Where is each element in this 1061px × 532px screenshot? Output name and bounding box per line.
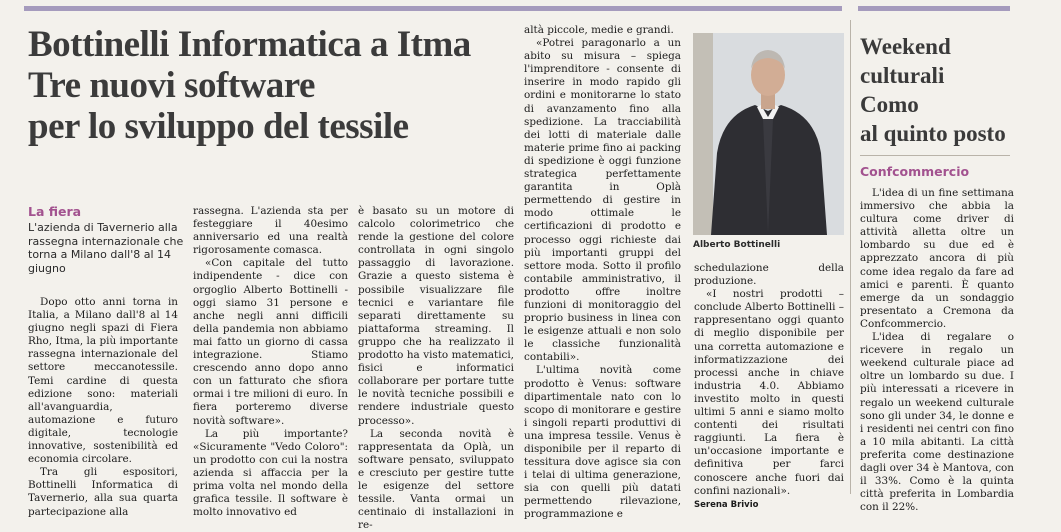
article-column-1 [28,296,178,519]
photo-caption: Alberto Bottinelli [693,240,781,250]
top-rule-side [858,6,1010,11]
top-rule-main [24,6,842,11]
paragraph: rassegna. L'azienda sta per festeggiare il 40esimo anniversario ed una realtà rigorosamente comasca. [193,205,348,257]
side-headline-line: Weekend [860,34,951,59]
paragraph: L'idea di un fine settimana immersivo che abbia la cultura come driver di attività alletta oltre un lombardo su due ed è apprezzato ancora di più come idea regalo da fare ad amici e parenti. È quanto emerge da un sondaggio presentato a Cremona da Confcommercio. [860,187,1014,330]
main-kicker: La fiera [28,204,82,219]
portrait-illustration [693,33,844,235]
paragraph: L'idea di regalare o ricevere in regalo un weekend culturale piace ad oltre un lombardo su due. I più interessati a ricevere in regalo un weekend culturale sono gli under 34, le donne e i residenti nei centri con fino a 10 mila abitanti. La città preferita come destinazione dagli over 34 è Mantova, con il 33%. Como è la quinta città preferita in Lombardia con il 22%. [860,331,1014,514]
side-kicker: Confcommercio [860,164,970,179]
side-headline-line: al quinto posto [860,121,1006,146]
headline-line: per lo sviluppo del tessile [28,106,409,147]
portrait-photo [693,33,844,235]
headline-line: Tre nuovi software [28,65,315,106]
article-column-3 [358,205,514,532]
article-column-4 [524,24,681,522]
paragraph: «Potrei paragonarlo a un abito su misura – spiega l'imprenditore - consente di inserire in modo rapido gli ordini e monitorarne lo stato di avanzamento fino alla spedizione. La tracciabilità dei lotti di materiale dalle materie prime fino ai packing di spedizione è oggi funzione strategica perfettamente garantita in Oplà permettendo di gestire in modo ottimale le certificazioni di prodotto e processo oggi richieste dai più importanti gruppi del settore moda. Sotto il profilo contabile amministrativo, il prodotto offre inoltre funzioni di monitoraggio del proprio business in linea con le esigenze attuali e non solo le classiche funzionalità contabili». [524,37,681,364]
headline-line: Bottinelli Informatica a Itma [28,24,471,65]
paragraph: La seconda novità è rappresentata da Oplà, un software pensato, sviluppato e cresciuto per gestire tutte le esigenze del settore tessile. Vanta ormai un centinaio di installazioni in re- [358,427,514,532]
column-divider [850,20,851,494]
side-headline [860,32,1030,148]
paragraph: Tra gli espositori, Bottinelli Informatica di Tavernerio, alla sua quarta partecipazione alla [28,466,178,518]
side-divider [860,155,1010,156]
paragraph: L'ultima novità come prodotto è Venus: software dipartimentale nato con lo scopo di monitorare e gestire i singoli reparti produttivi di una impresa tessile. Venus è disponibile per il reparto di tessitura dove agisce sia con i telai di ultima generazione, sia con quelli più datati permettendo rilevazione, programmazione e [524,364,681,521]
paragraph: altà piccole, medie e grandi. [524,24,674,36]
side-headline-line: culturali [860,63,945,88]
paragraph: «Con capitale del tutto indipendente - dice con orgoglio Alberto Bottinelli - oggi siamo 31 persone e anche negli anni difficili della pandemia non abbiamo mai fatto un giorno di cassa integrazione. Stiamo crescendo anno dopo anno con un fatturato che sfiora ormai i tre milioni di euro. In fiera porteremo diverse novità software». [193,257,348,427]
paragraph: è basato su un motore di calcolo colorimetrico che rende la gestione del colore controllata in ogni singolo passaggio di lavorazione. Grazie a questo sistema è possibile visualizzare file tecnici e variantare file separati direttamente su piattaforma streaming. Il gruppo che ha realizzato il prodotto ha visto matematici, fisici e informatici collaborare per portare tutte le novità tecniche possibili e rendere industriale questo processo». [358,205,514,427]
paragraph: La più importante? «Sicuramente "Vedo Coloro": un prodotto con cui la nostra azienda si affaccia per la prima volta nel mondo della grafica tessile. Il software è molto innovativo ed [193,427,348,519]
paragraph: «I nostri prodotti – conclude Alberto Bottinelli – rappresentano oggi quanto di meglio disponibile per una corretta automazione e informatizzazione dei processi anche in chiave industria 4.0. Abbiamo investito molto in questi ultimi 5 anni e siamo molto contenti dei risultati raggiunti. La fiera è un'occasione importante e definitiva per farci conoscere anche fuori dai confini nazionali». [694,288,844,497]
paragraph: schedulazione della produzione. [694,262,844,288]
paragraph: Dopo otto anni torna in Italia, a Milano dall'8 al 14 giugno negli spazi di Fiera Rho, Itma, la più importante rassegna internazionale del settore meccanotessile. Temi cardine di questa edizione sono: materiali all'avanguardia, automazione e futuro digitale, tecnologie innovative, sostenibilità ed economia circolare. [28,296,178,466]
article-column-5 [694,262,844,512]
main-headline [28,24,518,147]
side-column [860,187,1014,514]
main-subdeck: L'azienda di Tavernerio alla rassegna internazionale che torna a Milano dall'8 al 14 giugno [28,221,184,275]
article-column-2 [193,205,348,519]
side-headline-line: Como [860,92,919,117]
byline: Serena Brivio [694,499,759,510]
